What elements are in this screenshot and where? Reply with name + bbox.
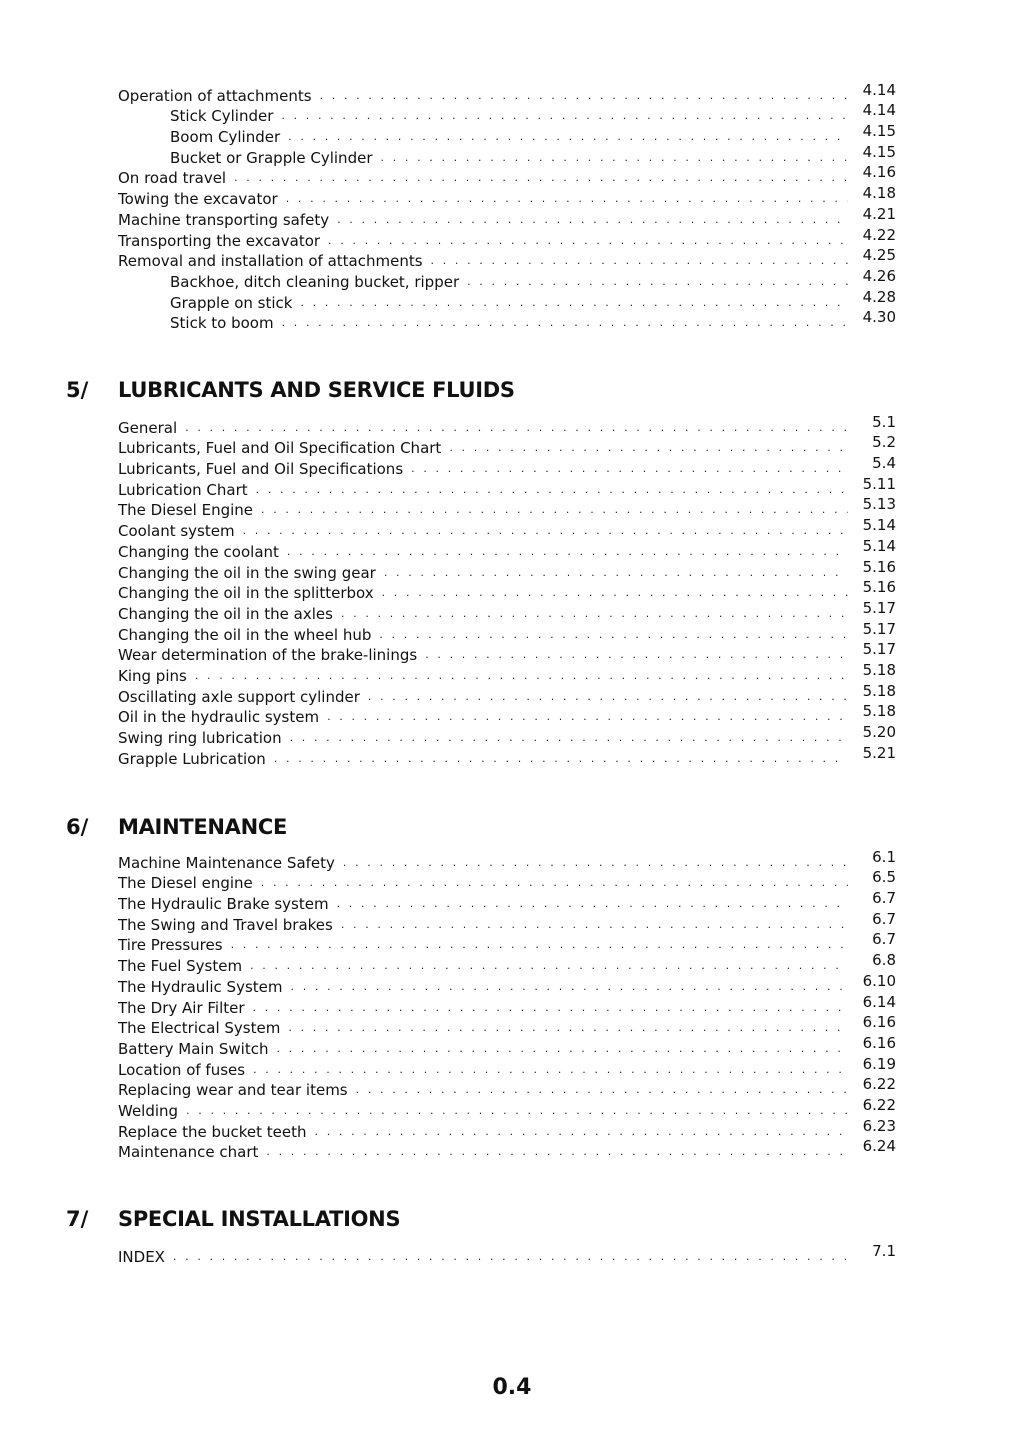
dot-leader [282, 316, 848, 330]
toc-entry[interactable] [118, 184, 896, 209]
dot-leader [243, 524, 848, 538]
toc-entry-label: Changing the oil in the axles [118, 604, 333, 623]
toc-entry[interactable] [118, 474, 896, 499]
toc-entry[interactable] [118, 1137, 896, 1162]
dot-leader [234, 171, 848, 185]
toc-entry-page: 5.17 [862, 640, 896, 659]
toc-entry-page: 5.18 [862, 681, 896, 700]
toc-entry[interactable] [118, 204, 896, 229]
toc-entry-label: Changing the coolant [118, 542, 279, 561]
toc-entry-page: 5.13 [862, 495, 896, 514]
toc-entry-page: 4.26 [862, 266, 896, 285]
toc-entry[interactable] [118, 889, 896, 914]
toc-entry-page: 5.20 [862, 723, 896, 741]
dot-leader [300, 296, 848, 310]
toc-entry-label: Lubricants, Fuel and Oil Specification Chart [118, 439, 442, 458]
dot-leader [381, 151, 849, 165]
toc-entry[interactable] [118, 660, 896, 685]
toc-entry-label: Grapple Lubrication [118, 749, 266, 768]
toc-entry-label: Removal and installation of attachments [118, 252, 423, 271]
toc-entry[interactable] [118, 266, 896, 291]
toc-entry-label: INDEX [118, 1247, 165, 1266]
toc-entry[interactable] [118, 1013, 896, 1038]
toc-entry-label: Backhoe, ditch cleaning bucket, ripper [170, 272, 460, 291]
dot-leader [337, 213, 848, 227]
toc-entry-label: Maintenance chart [118, 1143, 259, 1162]
toc-entry[interactable] [118, 80, 896, 105]
dot-leader [186, 1104, 848, 1118]
toc-entry[interactable] [118, 495, 896, 520]
toc-entry-page: 5.18 [862, 702, 896, 721]
dot-leader [382, 586, 848, 600]
toc-entry[interactable] [118, 743, 896, 768]
dot-leader [253, 1063, 848, 1077]
toc-entry[interactable] [118, 951, 896, 976]
toc-entry[interactable] [118, 578, 896, 603]
toc-entry-page: 6.8 [872, 951, 896, 970]
toc-entry-page: 6.22 [862, 1095, 896, 1114]
toc-entry-page: 4.14 [862, 101, 896, 120]
toc-entry-page: 6.7 [872, 909, 896, 928]
toc-entry[interactable] [118, 225, 896, 250]
toc-entry-label: The Dry Air Filter [118, 998, 245, 1017]
toc-entry[interactable] [118, 1054, 896, 1079]
toc-entry-label: The Diesel Engine [118, 501, 253, 520]
dot-leader [291, 980, 849, 994]
dot-leader [384, 566, 848, 580]
toc-entry[interactable] [118, 163, 896, 188]
toc-entry[interactable] [118, 246, 896, 271]
toc-entry[interactable] [118, 1116, 896, 1141]
page-number: 0.4 [492, 1375, 532, 1400]
toc-entry-page: 4.14 [862, 80, 896, 99]
toc-entry-label: Oil in the hydraulic system [118, 708, 320, 727]
toc-entry-label: The Hydraulic System [118, 977, 283, 996]
toc-entry-page: 6.23 [862, 1116, 896, 1135]
dot-leader [195, 669, 848, 683]
toc-entry-page: 6.19 [862, 1054, 896, 1073]
toc-entry[interactable] [118, 287, 896, 312]
toc-entry-label: Changing the oil in the swing gear [118, 563, 376, 582]
dot-leader [261, 876, 848, 890]
dot-leader [328, 234, 848, 248]
toc-entry-page: 5.1 [872, 412, 896, 431]
dot-leader [274, 752, 848, 766]
toc-list-section-7 [118, 1241, 896, 1266]
toc-entry[interactable] [118, 971, 896, 996]
toc-entry[interactable] [118, 702, 896, 727]
toc-entry-page: 5.11 [862, 474, 896, 493]
toc-entry-label: Machine transporting safety [118, 210, 330, 229]
toc-entry-page: 4.21 [862, 204, 896, 223]
toc-entry-label: The Fuel System [118, 957, 243, 976]
toc-entry-label: Replace the bucket teeth [118, 1122, 307, 1141]
toc-entry-label: General [118, 418, 178, 437]
toc-entry-label: Operation of attachments [118, 86, 312, 105]
dot-leader [287, 545, 848, 559]
toc-entry-page: 6.16 [862, 1013, 896, 1032]
toc-entry[interactable] [118, 101, 896, 126]
dot-leader [261, 503, 848, 517]
toc-entry-page: 4.30 [862, 308, 896, 327]
dot-leader [431, 254, 848, 268]
toc-entry-page: 4.15 [862, 122, 896, 141]
toc-list-continued [118, 80, 896, 333]
dot-leader [449, 441, 848, 455]
section-title: LUBRICANTS AND SERVICE FLUIDS [118, 378, 515, 402]
toc-entry-label: Stick to boom [170, 314, 274, 333]
toc-entry-page: 4.16 [862, 163, 896, 182]
dot-leader [341, 918, 848, 932]
toc-entry-page: 5.17 [862, 619, 896, 638]
dot-leader [256, 483, 848, 497]
section-number: 5/ [66, 378, 89, 402]
toc-entry-label: Swing ring lubrication [118, 729, 282, 747]
toc-entry[interactable] [118, 433, 896, 458]
toc-entry-label: Welding [118, 1101, 179, 1120]
dot-leader [231, 938, 848, 952]
toc-entry-label: The Swing and Travel brakes [118, 915, 333, 934]
dot-leader [368, 690, 848, 704]
dot-leader [356, 1083, 848, 1097]
dot-leader [250, 959, 848, 973]
dot-leader [266, 1145, 848, 1159]
toc-entry-page: 5.16 [862, 578, 896, 597]
toc-entry-page: 5.21 [862, 743, 896, 762]
toc-entry-label: Boom Cylinder [170, 128, 281, 147]
toc-entry-page: 6.22 [862, 1075, 896, 1094]
toc-entry-label: Transporting the excavator [118, 231, 321, 250]
section-7-heading [66, 1207, 896, 1231]
toc-entry[interactable] [118, 640, 896, 665]
toc-entry-label: Oscillating axle support cylinder [118, 687, 360, 706]
toc-entry[interactable] [118, 723, 896, 747]
dot-leader [341, 607, 848, 621]
toc-entry-page: 4.22 [862, 225, 896, 244]
toc-list-section-5 [118, 412, 896, 768]
toc-entry-page: 6.14 [862, 992, 896, 1011]
toc-entry-label: Tire Pressures [118, 936, 223, 955]
toc-entry-label: Bucket or Grapple Cylinder [170, 148, 373, 167]
toc-entry[interactable] [118, 122, 896, 147]
section-6-heading [66, 815, 896, 839]
dot-leader [343, 856, 848, 870]
toc-entry-label: The Hydraulic Brake system [118, 895, 329, 914]
toc-entry-label: Wear determination of the brake-linings [118, 646, 418, 665]
toc-entry-label: Coolant system [118, 522, 235, 541]
toc-entry-label: Lubrication Chart [118, 480, 248, 499]
dot-leader [253, 1001, 848, 1015]
dot-leader [315, 1125, 848, 1139]
dot-leader [467, 275, 848, 289]
toc-entry-page: 5.18 [862, 660, 896, 679]
toc-entry-page: 7.1 [872, 1241, 896, 1260]
toc-entry[interactable] [118, 536, 896, 561]
section-5-heading [66, 378, 896, 402]
toc-entry-label: The Diesel engine [118, 874, 253, 893]
toc-list-section-6 [118, 847, 896, 1162]
toc-entry-label: Battery Main Switch [118, 1039, 269, 1058]
section-title: SPECIAL INSTALLATIONS [118, 1207, 401, 1231]
toc-entry-label: Changing the oil in the wheel hub [118, 625, 372, 644]
toc-entry-page: 5.17 [862, 598, 896, 617]
toc-entry[interactable] [118, 1241, 896, 1266]
toc-entry[interactable] [118, 1033, 896, 1058]
toc-entry-page: 4.28 [862, 287, 896, 306]
toc-entry-page: 6.7 [872, 889, 896, 908]
toc-entry-label: Machine Maintenance Safety [118, 853, 335, 872]
dot-leader [281, 109, 848, 123]
toc-entry-label: Location of fuses [118, 1060, 246, 1079]
toc-entry-page: 6.10 [862, 971, 896, 990]
toc-entry[interactable] [118, 516, 896, 541]
toc-entry[interactable] [118, 619, 896, 644]
toc-entry-label: The Electrical System [118, 1019, 281, 1038]
dot-leader [425, 648, 848, 662]
toc-entry-page: 4.25 [862, 246, 896, 265]
toc-entry[interactable] [118, 681, 896, 706]
dot-leader [327, 710, 848, 724]
toc-entry-label: Grapple on stick [170, 293, 293, 312]
section-number: 7/ [66, 1207, 89, 1231]
toc-entry[interactable] [118, 308, 896, 333]
toc-entry[interactable] [118, 930, 896, 955]
toc-entry[interactable] [118, 868, 896, 893]
toc-entry-page: 5.14 [862, 536, 896, 555]
toc-entry-label: Changing the oil in the splitterbox [118, 584, 374, 603]
dot-leader [290, 731, 848, 745]
toc-entry-label: Lubricants, Fuel and Oil Specifications [118, 460, 404, 479]
toc-entry-label: Replacing wear and tear items [118, 1081, 348, 1100]
toc-entry[interactable] [118, 1095, 896, 1120]
toc-entry[interactable] [118, 142, 896, 167]
toc-entry[interactable] [118, 557, 896, 582]
toc-entry[interactable] [118, 1075, 896, 1100]
toc-entry[interactable] [118, 847, 896, 872]
dot-leader [276, 1042, 848, 1056]
toc-entry-page: 6.7 [872, 930, 896, 949]
toc-entry-label: King pins [118, 666, 187, 685]
dot-leader [379, 628, 848, 642]
toc-entry-page: 4.18 [862, 184, 896, 203]
toc-entry-page: 5.4 [872, 454, 896, 473]
section-title: MAINTENANCE [118, 815, 288, 839]
dot-leader [286, 192, 848, 206]
toc-entry-page: 5.16 [862, 557, 896, 576]
dot-leader [288, 1021, 848, 1035]
toc-entry-page: 5.2 [872, 433, 896, 452]
dot-leader [173, 1250, 848, 1264]
toc-entry-page: 6.1 [872, 847, 896, 866]
toc-entry-label: Stick Cylinder [170, 107, 274, 126]
toc-entry[interactable] [118, 909, 896, 934]
dot-leader [185, 421, 848, 435]
toc-entry[interactable] [118, 454, 896, 479]
toc-entry-page: 4.15 [862, 142, 896, 161]
dot-leader [320, 89, 848, 103]
dot-leader [411, 462, 848, 476]
dot-leader [337, 897, 848, 911]
toc-entry-page: 6.24 [862, 1137, 896, 1156]
toc-entry-page: 5.14 [862, 516, 896, 535]
toc-entry[interactable] [118, 992, 896, 1017]
toc-entry-page: 6.16 [862, 1033, 896, 1052]
toc-entry[interactable] [118, 598, 896, 623]
toc-entry-page: 6.5 [872, 868, 896, 887]
dot-leader [288, 130, 848, 144]
toc-entry-label: Towing the excavator [118, 190, 278, 209]
section-number: 6/ [66, 815, 89, 839]
toc-entry-label: On road travel [118, 169, 227, 188]
toc-entry[interactable] [118, 412, 896, 437]
